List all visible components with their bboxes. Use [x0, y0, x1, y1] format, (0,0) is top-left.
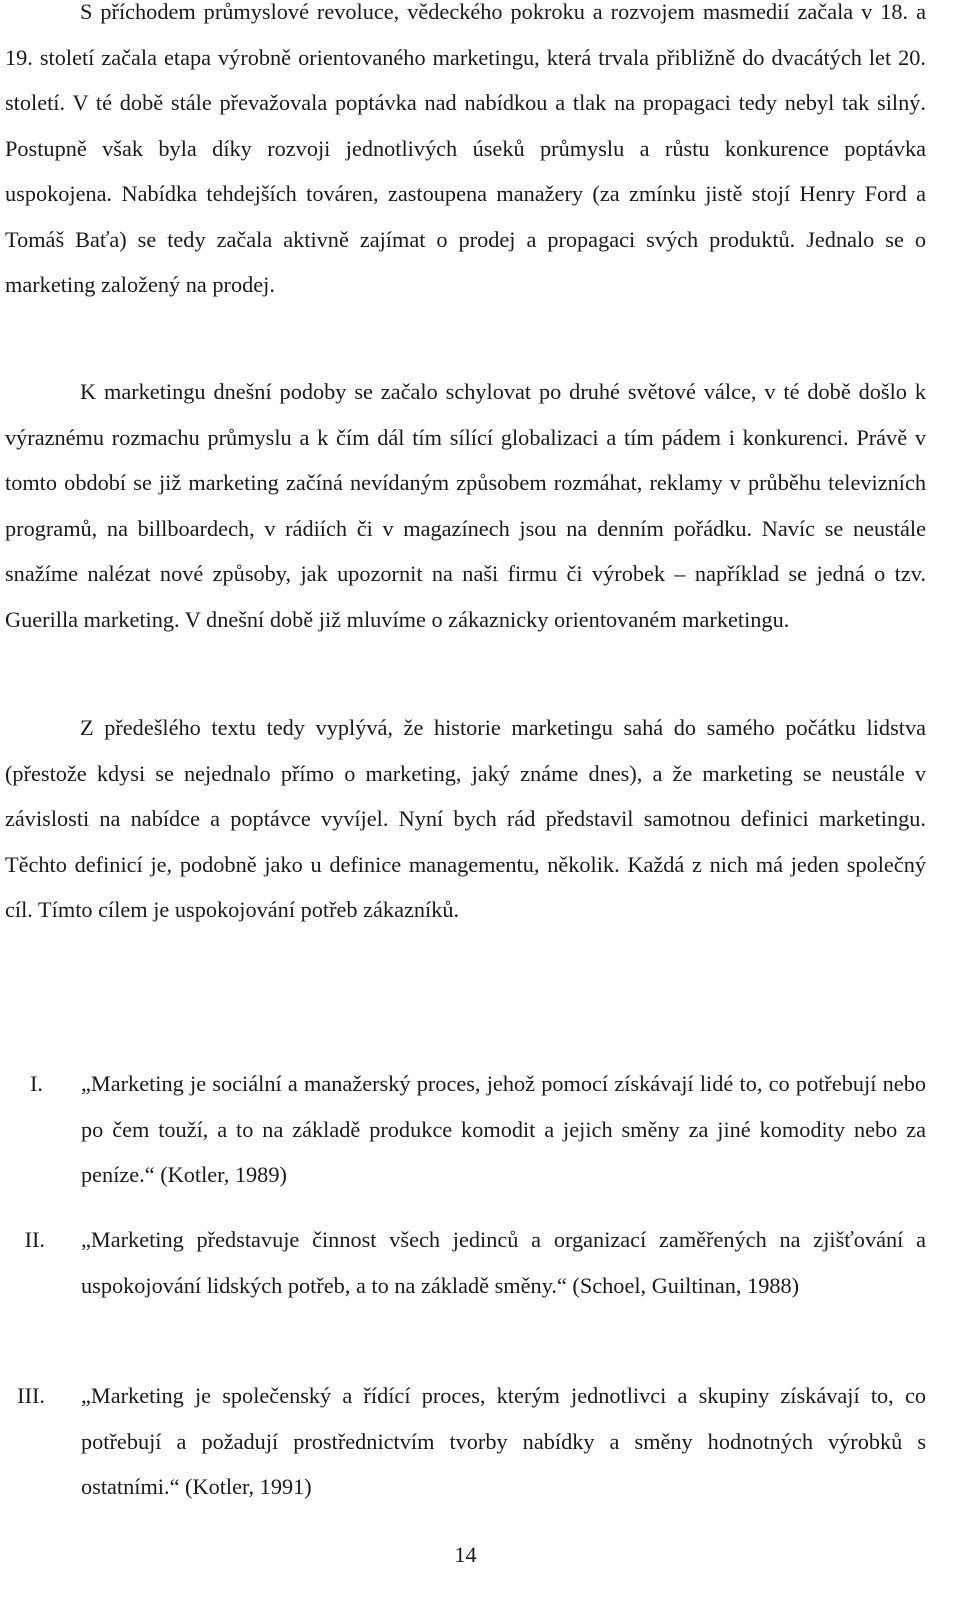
definition-number: I. [30, 1071, 43, 1096]
paragraph-industrial-revolution: S příchodem průmyslové revoluce, vědeckého pokroku a rozvojem masmedií začala v 18. a 19. století začala etapa výrobně orientovaného marketingu, která trvala přibližně do dvacátých let 20. století. V té době stále převažovala poptávka nad nabídkou a tlak na propagaci tedy nebyl tak silný. Postupně však byla díky rozvoji jednotlivých úseků průmyslu a růstu konkurence poptávka uspokojena. Nabídka tehdejších továren, zastoupena manažery (za zmínku jistě stojí Henry Ford a Tomáš Baťa) se tedy začala aktivně zajímat o prodej a propagaci svých produktů. Jednalo se o marketing založený na prodej. [5, 0, 926, 297]
paragraph-post-war-marketing: K marketingu dnešní podoby se začalo schylovat po druhé světové válce, v té době došlo k výraznému rozmachu průmyslu a k čím dál tím sílící globalizaci a tím pádem i konkurenci. Právě v tomto období se již marketing začíná nevídaným způsobem rozmáhat, reklamy v průběhu televizních programů, na billboardech, v rádiích či v magazínech jsou na denním pořádku. Navíc se neustále snažíme nalézat nové způsoby, jak upozornit na naši firmu či výrobek – například se jedná o tzv. Guerilla marketing. V dnešní době již mluvíme o zákaznicky orientovaném marketingu. [5, 379, 926, 632]
definition-text: „Marketing je společenský a řídící proces, kterým jednotlivci a skupiny získávají to, co potřebují a požadují prostřednictvím tvorby nabídky a směny hodnotných výrobků s ostatními.“ (Kotler, 1991) [81, 1383, 926, 1499]
definition-text: „Marketing představuje činnost všech jedinců a organizací zaměřených na zjišťování a uspokojování lidských potřeb, a to na základě směny.“ (Schoel, Guiltinan, 1988) [81, 1227, 926, 1298]
definition-item-3 [5, 1373, 926, 1510]
definition-number: II. [24, 1227, 45, 1252]
definition-item-1 [5, 1061, 926, 1198]
definition-number: III. [17, 1383, 45, 1408]
paragraph-marketing-definition-intro: Z předešlého textu tedy vyplývá, že historie marketingu sahá do samého počátku lidstva (přestože kdysi se nejednalo přímo o marketing, jaký známe dnes), a že marketing se neustále v závislosti na nabídce a poptávce vyvíjel. Nyní bych rád představil samotnou definici marketingu. Těchto definicí je, podobně jako u definice managementu, několik. Každá z nich má jeden společný cíl. Tímto cílem je uspokojování potřeb zákazníků. [5, 715, 926, 922]
definition-text: „Marketing je sociální a manažerský proces, jehož pomocí získávají lidé to, co potřebují nebo po čem touží, a to na základě produkce komodit a jejich směny za jiné komodity nebo za peníze.“ (Kotler, 1989) [81, 1071, 926, 1187]
definition-item-2 [5, 1217, 926, 1308]
page-number: 14 [454, 1542, 477, 1567]
